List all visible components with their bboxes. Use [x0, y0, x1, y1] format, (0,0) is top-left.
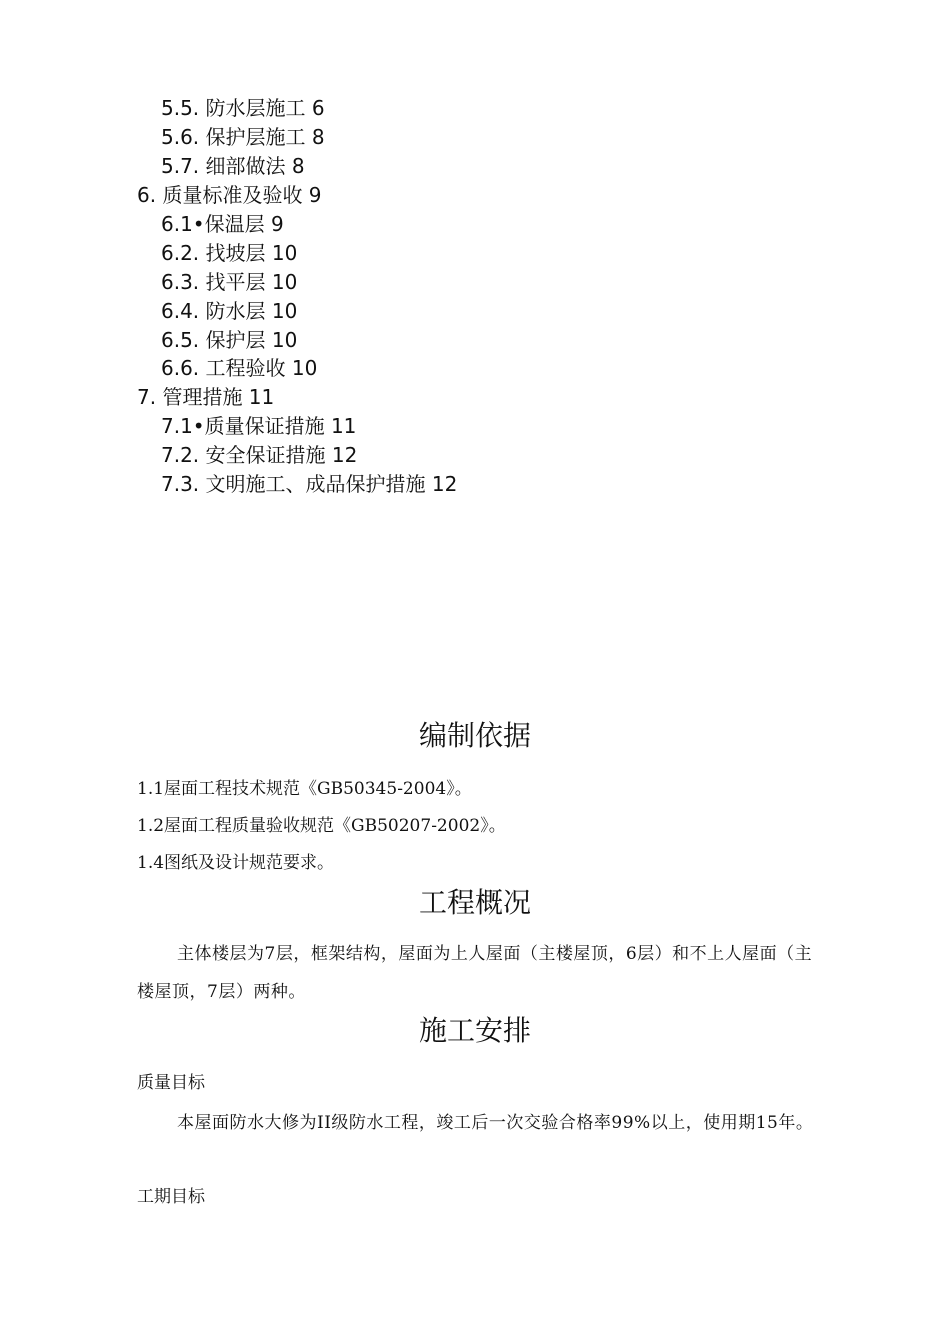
- section-heading-basis: 编制依据: [418, 719, 531, 752]
- toc-entry[interactable]: 6.1•保温层 9: [161, 212, 284, 236]
- overview-paragraph: 主体楼层为7层，框架结构，屋面为上人屋面（主楼屋顶，6层）和不上人屋面（主楼屋顶，7层）两种。: [137, 944, 813, 1002]
- toc-entry[interactable]: 5.6. 保护层施工 8: [161, 125, 325, 149]
- quality-target-label: 质量目标: [137, 1073, 205, 1093]
- toc-entry[interactable]: 5.5. 防水层施工 6: [161, 96, 325, 120]
- toc-entry[interactable]: 6.6. 工程验收 10: [161, 356, 318, 380]
- quality-target-paragraph: 本屋面防水大修为II级防水工程，竣工后一次交验合格率99%以上，使用期15年。: [177, 1113, 814, 1133]
- basis-item: 1.2屋面工程质量验收规范《GB50207-2002》。: [137, 816, 506, 836]
- toc-entry[interactable]: 6.4. 防水层 10: [161, 299, 298, 323]
- toc-entry[interactable]: 6.2. 找坡层 10: [161, 241, 298, 265]
- section-heading-overview: 工程概况: [418, 886, 531, 919]
- toc-entry[interactable]: 6.3. 找平层 10: [161, 270, 298, 294]
- toc-entry[interactable]: 5.7. 细部做法 8: [161, 154, 305, 178]
- toc-entry[interactable]: 7.1•质量保证措施 11: [161, 414, 357, 438]
- toc-entry[interactable]: 6.5. 保护层 10: [161, 328, 298, 352]
- toc-entry[interactable]: 6. 质量标准及验收 9: [137, 183, 322, 207]
- toc-entry[interactable]: 7.2. 安全保证措施 12: [161, 443, 358, 467]
- basis-item: 1.4图纸及设计规范要求。: [137, 853, 335, 873]
- section-heading-arrangement: 施工安排: [418, 1014, 531, 1047]
- basis-item: 1.1屋面工程技术规范《GB50345-2004》。: [137, 779, 472, 799]
- toc-entry[interactable]: 7.3. 文明施工、成品保护措施 12: [161, 472, 458, 496]
- schedule-target-label: 工期目标: [137, 1187, 205, 1207]
- toc-entry[interactable]: 7. 管理措施 11: [137, 385, 275, 409]
